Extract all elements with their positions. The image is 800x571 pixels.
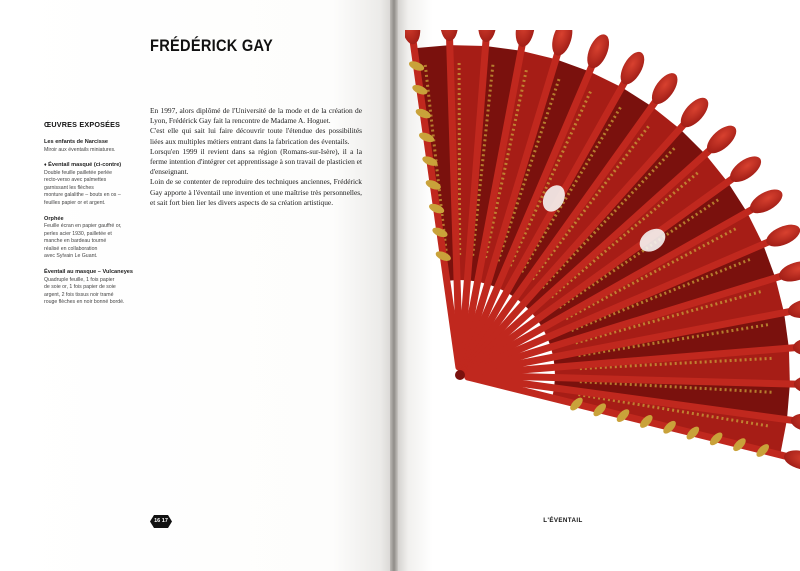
book-gutter xyxy=(390,0,398,571)
work-title xyxy=(44,269,148,277)
fan-leaf xyxy=(792,336,800,357)
fan-group xyxy=(405,30,800,470)
work-item xyxy=(44,139,148,154)
body-paragraph: En 1997, alors diplômé de l'Université de la mode et de la création de Lyon, Frédérick Gay fait la rencontre de Madame A. Hoguet. xyxy=(150,106,362,126)
fan-photo xyxy=(405,30,800,470)
fan-leaf xyxy=(763,220,800,251)
body-paragraph: C'est elle qui sait lui faire découvrir toute l'étendue des possibilités liées aux multiples métiers entrant dans la fabrication des éventails. xyxy=(150,126,362,146)
fan-pivot xyxy=(455,370,465,380)
work-item xyxy=(44,162,148,207)
body-paragraph: Lorsqu'en 1999 il revient dans sa région (Romans-sur-Isère), il a la ferme intention d'intégrer cet apprentissage à son travail de plasticien et d'enseignant. xyxy=(150,146,362,177)
fan-leaf xyxy=(405,30,422,46)
fan-leaf xyxy=(782,447,800,470)
fan-leaf xyxy=(583,31,614,71)
fan-leaf xyxy=(794,375,800,394)
work-title xyxy=(44,162,148,170)
work-title-text: Éventail masqué (ci-contre) xyxy=(48,162,122,169)
folio-badge xyxy=(150,515,172,528)
work-title xyxy=(44,139,148,147)
work-description: Quadruple feuille, 1 fois papier de soie or, 1 fois papier de soie argent, 2 fois tissus noir tramé rouge flèches en noir bonné bordé. xyxy=(44,276,125,306)
works-sidebar xyxy=(44,120,148,315)
fan-leaf xyxy=(548,30,576,58)
work-description: Miroir aux éventails miniatures. xyxy=(44,146,116,153)
body-paragraph: Loin de se contenter de reproduire des techniques anciennes, Frédérick Gay apporte à l'éventail une invention et une maîtrise très personnelles, et sait fort bien lier les divers aspects de sa création artistique. xyxy=(150,177,362,207)
work-item xyxy=(44,269,148,307)
work-item xyxy=(44,216,148,261)
work-title xyxy=(44,216,148,224)
fan-leaf xyxy=(440,30,459,41)
page-title: FRÉDÉRICK GAY xyxy=(150,36,274,55)
work-description: Feuille écran en papier gauffré or, perles acier 1930, pailletée et manche en bardeau tourné réalisé en collaboration avec Sylvain Le Guant. xyxy=(44,223,122,260)
work-title-text: Les enfants de Narcisse xyxy=(44,139,109,145)
work-title-text: Orphée xyxy=(44,215,64,222)
fan-leaf xyxy=(790,411,800,434)
page-numbers: 16 17 xyxy=(154,518,168,524)
fan-leaf xyxy=(777,258,800,286)
body-text xyxy=(150,106,362,208)
work-description: Double feuille pailletée perlée recto-verso avec palmettes garnissant les flèches monture galalithe – bouts en os – feuilles papier or et argent. xyxy=(44,169,121,206)
sidebar-heading: ŒUVRES EXPOSÉES xyxy=(44,120,121,129)
diamond-marker-icon: ♦ xyxy=(44,162,47,169)
running-head: L'ÉVENTAIL xyxy=(543,517,583,524)
fan-leaf xyxy=(513,30,537,48)
work-title-text: Éventail au masque – Vulcaneyes xyxy=(44,269,134,276)
fan-leaf xyxy=(477,30,498,43)
